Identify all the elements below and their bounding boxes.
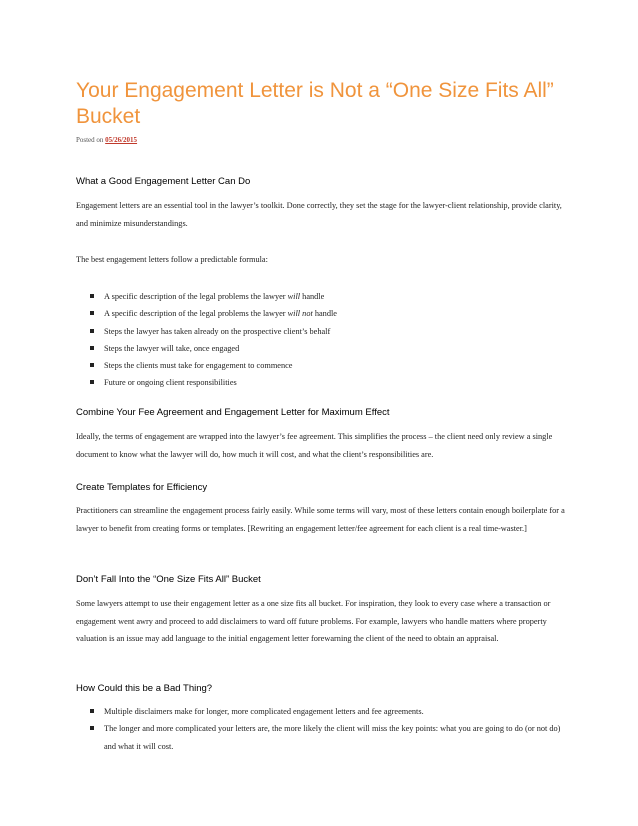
paragraph: The best engagement letters follow a predictable formula:: [76, 255, 268, 264]
list-item: The longer and more complicated your letters are, the more likely the client will miss the key points: what you are going to do (or not do) and what it will cost.: [90, 720, 568, 755]
square-bullet-icon: [90, 709, 94, 713]
list-item: Multiple disclaimers make for longer, more complicated engagement letters and fee agreements.: [90, 703, 568, 720]
square-bullet-icon: [90, 726, 94, 730]
section-heading: Combine Your Fee Agreement and Engagement Letter for Maximum Effect: [76, 407, 390, 418]
list-item: A specific description of the legal problems the lawyer will not handle: [90, 305, 568, 322]
section-heading: What a Good Engagement Letter Can Do: [76, 176, 251, 187]
square-bullet-icon: [90, 363, 94, 367]
square-bullet-icon: [90, 380, 94, 384]
paragraph: Some lawyers attempt to use their engagement letter as a one size fits all bucket. For inspiration, they look to every case where a transaction or engagement went awry and proceed to add disclaimers to ward off future problems. For example, lawyers who handle matters where property valuation is an issue may add language to the initial engagement letter forewarning the client of the need to obtain an appraisal.: [76, 599, 551, 643]
posted-prefix: Posted on: [76, 136, 104, 144]
posted-line: [76, 136, 137, 144]
paragraph: Ideally, the terms of engagement are wrapped into the lawyer’s fee agreement. This simplifies the process – the client need only review a single document to know what the lawyer will do, how much it will cost, and what the client’s responsibilities are.: [76, 432, 553, 459]
post-title: Your Engagement Letter is Not a “One Size Fits All” Bucket: [76, 79, 554, 128]
list-item: Steps the clients must take for engagement to commence: [90, 357, 568, 374]
square-bullet-icon: [90, 311, 94, 315]
section-heading: Don’t Fall Into the “One Size Fits All” Bucket: [76, 574, 261, 585]
bullet-list: [90, 288, 568, 392]
list-item: Future or ongoing client responsibilities: [90, 374, 568, 391]
square-bullet-icon: [90, 294, 94, 298]
bullet-list: [90, 703, 568, 755]
posted-date-link[interactable]: 05/26/2015: [105, 136, 138, 144]
square-bullet-icon: [90, 329, 94, 333]
paragraph: Engagement letters are an essential tool in the lawyer’s toolkit. Done correctly, they set the stage for the lawyer-client relationship, provide clarity, and minimize misunderstandings.: [76, 201, 562, 228]
section-heading: Create Templates for Efficiency: [76, 482, 208, 493]
list-item: Steps the lawyer has taken already on the prospective client’s behalf: [90, 323, 568, 340]
list-item: Steps the lawyer will take, once engaged: [90, 340, 568, 357]
section-heading: How Could this be a Bad Thing?: [76, 683, 213, 694]
square-bullet-icon: [90, 346, 94, 350]
paragraph: Practitioners can streamline the engagement process fairly easily. While some terms will vary, most of these letters contain enough boilerplate for a lawyer to benefit from creating forms or templates. [Rewriting an engagement letter/fee agreement for each client is a real time-waster.]: [76, 506, 565, 533]
list-item: A specific description of the legal problems the lawyer will handle: [90, 288, 568, 305]
